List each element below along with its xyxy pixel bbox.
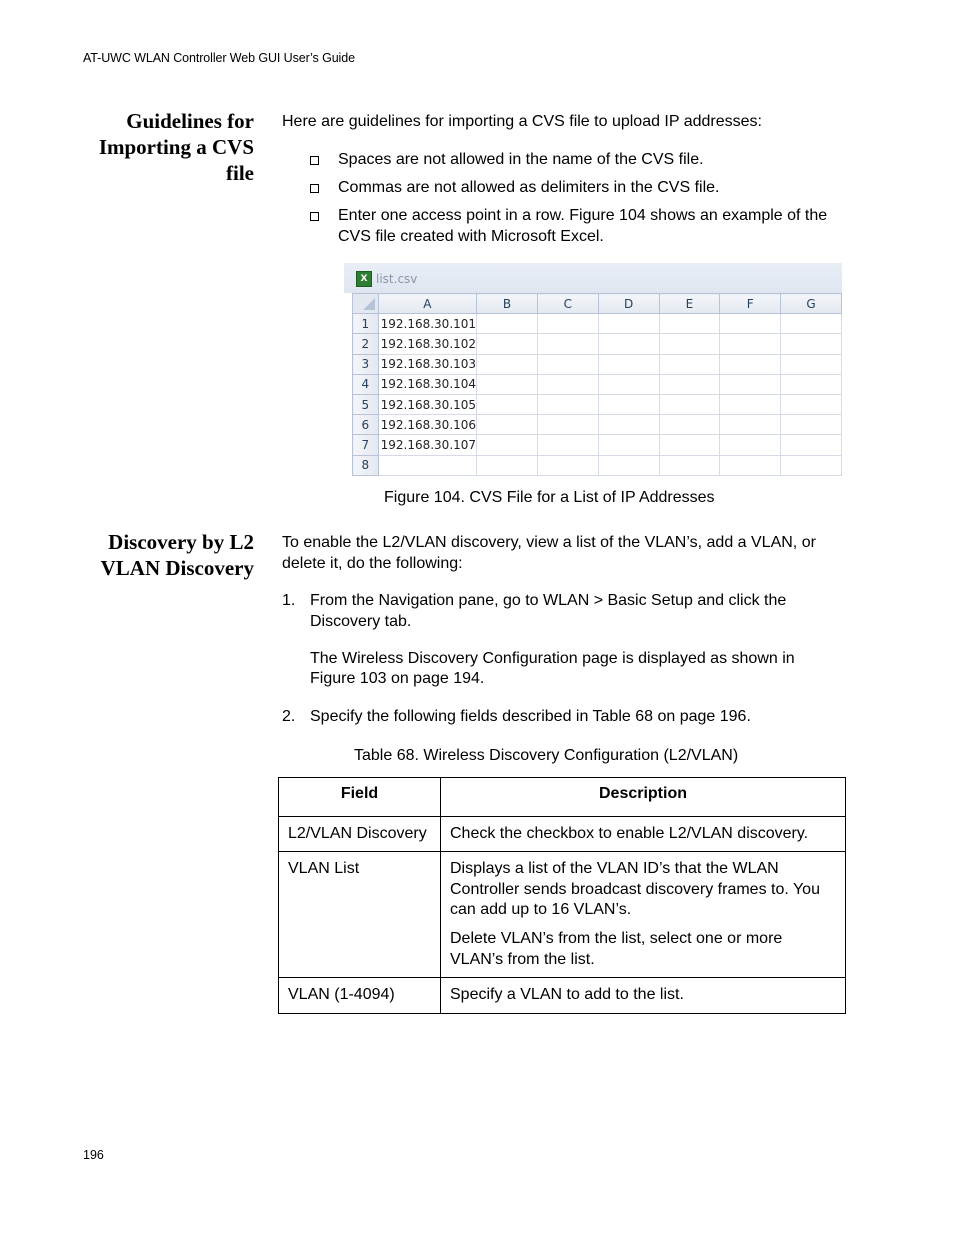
row-header: 7	[353, 435, 379, 455]
square-bullet-icon	[310, 212, 319, 221]
page-number: 196	[83, 1148, 104, 1162]
table-row	[353, 435, 842, 455]
column-header: B	[477, 294, 538, 314]
row-header: 5	[353, 394, 379, 414]
table-row	[353, 455, 842, 475]
column-header: A	[378, 294, 476, 314]
column-header: G	[781, 294, 842, 314]
guidelines-intro: Here are guidelines for importing a CVS file to upload IP addresses:	[282, 113, 762, 130]
table-row	[279, 816, 846, 852]
spreadsheet-filename: list.csv	[376, 272, 418, 286]
row-header: 1	[353, 314, 379, 334]
table-row	[353, 394, 842, 414]
discovery-intro: To enable the L2/VLAN discovery, view a list of the VLAN’s, add a VLAN, or delete it, do the following:	[282, 534, 816, 572]
list-item: Spaces are not allowed in the name of the CVS file.	[310, 150, 850, 171]
table-caption: Table 68. Wireless Discovery Configuration (L2/VLAN)	[354, 747, 739, 764]
spreadsheet-screenshot	[344, 263, 842, 478]
table-row	[353, 334, 842, 354]
cell-ip: 192.168.30.107	[378, 435, 476, 455]
field-cell: VLAN (1-4094)	[279, 978, 441, 1014]
row-header: 2	[353, 334, 379, 354]
list-item: Commas are not allowed as delimiters in the CVS file.	[310, 178, 850, 199]
field-cell: VLAN List	[279, 852, 441, 978]
description-cell: Check the checkbox to enable L2/VLAN discovery.	[441, 816, 846, 852]
figure-caption: Figure 104. CVS File for a List of IP Addresses	[384, 489, 715, 506]
excel-file-icon: X	[356, 271, 372, 287]
cell-ip: 192.168.30.102	[378, 334, 476, 354]
table-row	[353, 415, 842, 435]
column-header: E	[659, 294, 720, 314]
column-header: F	[720, 294, 781, 314]
running-header: AT-UWC WLAN Controller Web GUI User’s Guide	[83, 51, 355, 65]
description-cell: Specify a VLAN to add to the list.	[441, 978, 846, 1014]
cell-ip: 192.168.30.106	[378, 415, 476, 435]
row-header: 6	[353, 415, 379, 435]
column-header: D	[598, 294, 659, 314]
table-header-row	[279, 778, 846, 817]
discovery-steps	[282, 591, 852, 728]
cell-ip: 192.168.30.105	[378, 394, 476, 414]
description-cell: Displays a list of the VLAN ID’s that the WLAN Controller sends broadcast discovery frames to. You can add up to 16 VLAN’s. Delete VLAN’s from the list, select one or more VLAN’s from the list.	[441, 852, 846, 978]
spreadsheet-title-bar	[344, 263, 842, 293]
table-row	[279, 978, 846, 1014]
table-row	[279, 852, 846, 978]
row-header: 8	[353, 455, 379, 475]
cell-ip: 192.168.30.104	[378, 374, 476, 394]
field-cell: L2/VLAN Discovery	[279, 816, 441, 852]
spreadsheet-grid	[352, 293, 842, 476]
table-row	[353, 354, 842, 374]
row-header: 4	[353, 374, 379, 394]
column-header-description: Description	[441, 778, 846, 817]
column-header: C	[537, 294, 598, 314]
discovery-config-table	[278, 777, 846, 1014]
square-bullet-icon	[310, 184, 319, 193]
column-header-field: Field	[279, 778, 441, 817]
cell-ip	[378, 455, 476, 475]
list-item: 2. Specify the following fields described in Table 68 on page 196.	[282, 708, 751, 725]
table-row	[353, 374, 842, 394]
section-heading-guidelines: Guidelines for Importing a CVS file	[98, 109, 254, 185]
cell-ip: 192.168.30.103	[378, 354, 476, 374]
section-heading-discovery: Discovery by L2 VLAN Discovery	[100, 530, 254, 580]
row-header: 3	[353, 354, 379, 374]
step-note: The Wireless Discovery Configuration page is displayed as shown in Figure 103 on page 194.	[310, 649, 795, 687]
list-item: Enter one access point in a row. Figure 104 shows an example of the CVS file created with Microsoft Excel.	[310, 206, 838, 247]
select-all-corner	[353, 294, 379, 314]
square-bullet-icon	[310, 156, 319, 165]
guidelines-bullet-list	[310, 150, 850, 255]
table-row	[353, 314, 842, 334]
list-item: 1. From the Navigation pane, go to WLAN > Basic Setup and click the Discovery tab.	[282, 592, 787, 630]
cell-ip: 192.168.30.101	[378, 314, 476, 334]
